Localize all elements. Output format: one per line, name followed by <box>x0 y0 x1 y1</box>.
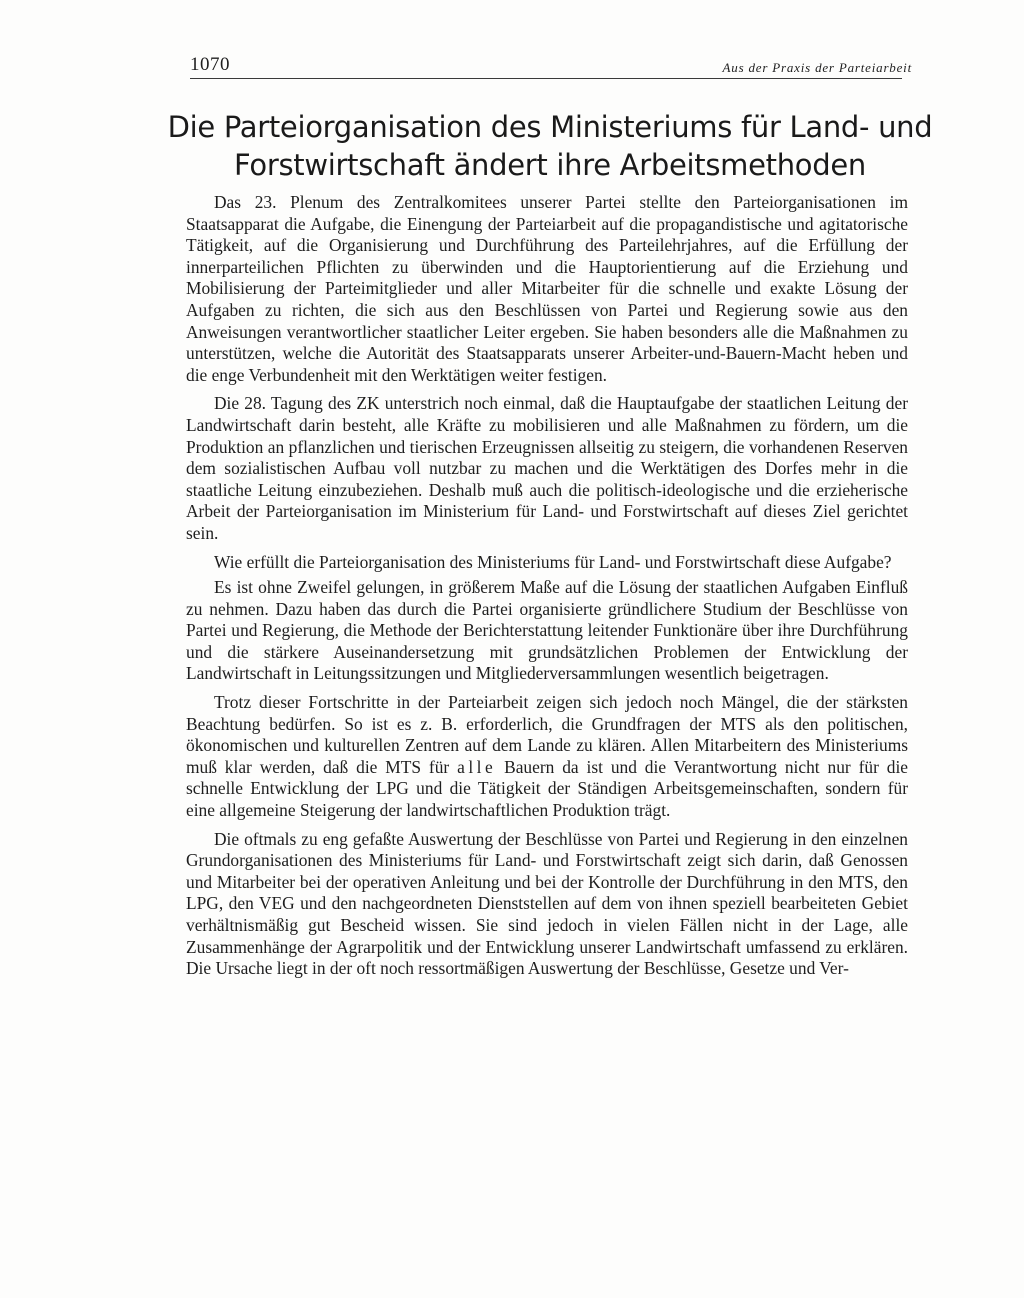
running-section-title: Aus der Praxis der Parteiarbeit <box>722 60 912 75</box>
article-title-line-2: Forstwirtschaft ändert ihre Arbeitsmethoden <box>234 148 866 182</box>
article-title-line-1: Die Parteiorganisation des Ministeriums für Land- und <box>167 110 933 144</box>
paragraph-shortcomings <box>186 692 908 822</box>
paragraph-plenum: Das 23. Plenum des Zentralkomitees unserer Partei stellte den Parteiorganisationen im Staatsapparat die Aufgabe, die Einengung der Parteiarbeit auf die propagandistische und agitatorische Tätigkeit, auf die Organisierung und Durchführung des Parteilehrjahres, auf die Erfüllung der innerparteilichen Pflichten zu überwinden und die Hauptorientierung auf die Erziehung und Mobilisierung der Parteimitglieder und aller Mitarbeiter für die schnelle und exakte Lösung der Aufgaben zu richten, die sich aus den Beschlüssen von Partei und Regierung sowie aus den Anweisungen verantwortlicher staatlicher Leiter ergeben. Sie haben besonders alle die Maßnahmen zu unterstützen, welche die Autorität des Staatsapparats unserer Arbeiter-und-Bauern-Macht heben und die enge Verbundenheit mit den Werktätigen weiter festigen. <box>186 192 908 385</box>
article-body <box>186 192 908 987</box>
page-number: 1070 <box>190 54 230 75</box>
header-rule <box>190 78 902 79</box>
running-header <box>190 48 912 80</box>
paragraph-evaluation: Die oftmals zu eng gefaßte Auswertung der Beschlüsse von Partei und Regierung in den einzelnen Grundorganisationen des Ministeriums für Land- und Forstwirtschaft zeigt sich darin, daß Genossen und Mitarbeiter bei der operativen Anleitung und bei der Kontrolle der Durchführung in den MTS, den LPG, den VEG und den nachgeordneten Dienststellen auf dem von ihnen speziell bearbeiteten Gebiet verhältnismäßig gut Bescheid wissen. Sie sind jedoch in vielen Fällen nicht in der Lage, alle Zusammenhänge der Agrarpolitik und der Entwicklung unserer Landwirtschaft umfassend zu erklären. Die Ursache liegt in der oft noch ressortmäßigen Auswertung der Beschlüsse, Gesetze und Ver- <box>186 828 908 979</box>
paragraph-question: Wie erfüllt die Parteiorganisation des Ministeriums für Land- und Forstwirtschaft diese Aufgabe? <box>214 551 892 572</box>
emphasis-alle: alle <box>457 756 497 777</box>
shortcomings-text-part-2: Bauern da ist und die Verantwortung nicht nur für die schnelle Entwicklung der LPG und die Tätigkeit der Ständigen Arbeitsgemeinschaften, sondern für eine allgemeine Steigerung der landwirtschaftlichen Produktion trägt. <box>186 756 908 821</box>
shortcomings-text-part-1: Trotz dieser Fortschritte in der Parteiarbeit zeigen sich jedoch noch Mängel, die der stärksten Beachtung bedürfen. So ist es z. B. erforderlich, die Grundfragen der MTS als den politischen, ökonomischen und kulturellen Zentren auf dem Lande zu klären. Allen Mitarbeitern des Ministeriums muß klar werden, daß die MTS für <box>186 692 908 777</box>
paragraph-success: Es ist ohne Zweifel gelungen, in größerem Maße auf die Lösung der staatlichen Aufgaben Einfluß zu nehmen. Dazu haben das durch die Partei organisierte gründlichere Studium der Beschlüsse von Partei und Regierung, die Methode der Berichterstattung leitender Funktionäre über ihre Durchführung und die stärkere Auseinandersetzung mit grundsätzlichen Problemen der Entwicklung der Landwirtschaft in Leitungssitzungen und Mitgliederversammlungen wesentlich beigetragen. <box>186 577 908 684</box>
article-title <box>150 108 950 184</box>
paragraph-zk-tagung: Die 28. Tagung des ZK unterstrich noch einmal, daß die Hauptaufgabe der staatlichen Leitung der Landwirtschaft darin besteht, alle Kräfte zu mobilisieren und alle Maßnahmen zu fördern, um die Produktion an pflanzlichen und tierischen Erzeugnissen allseitig zu steigern, die vorhandenen Reserven dem sozialistischen Aufbau voll nutzbar zu machen und die Werktätigen des Dorfes mehr in die staatliche Leitung einzubeziehen. Deshalb muß auch die politisch-ideologische und die erzieherische Arbeit der Parteiorganisation im Ministerium für Land- und Forstwirtschaft auf dieses Ziel gerichtet sein. <box>186 393 908 543</box>
